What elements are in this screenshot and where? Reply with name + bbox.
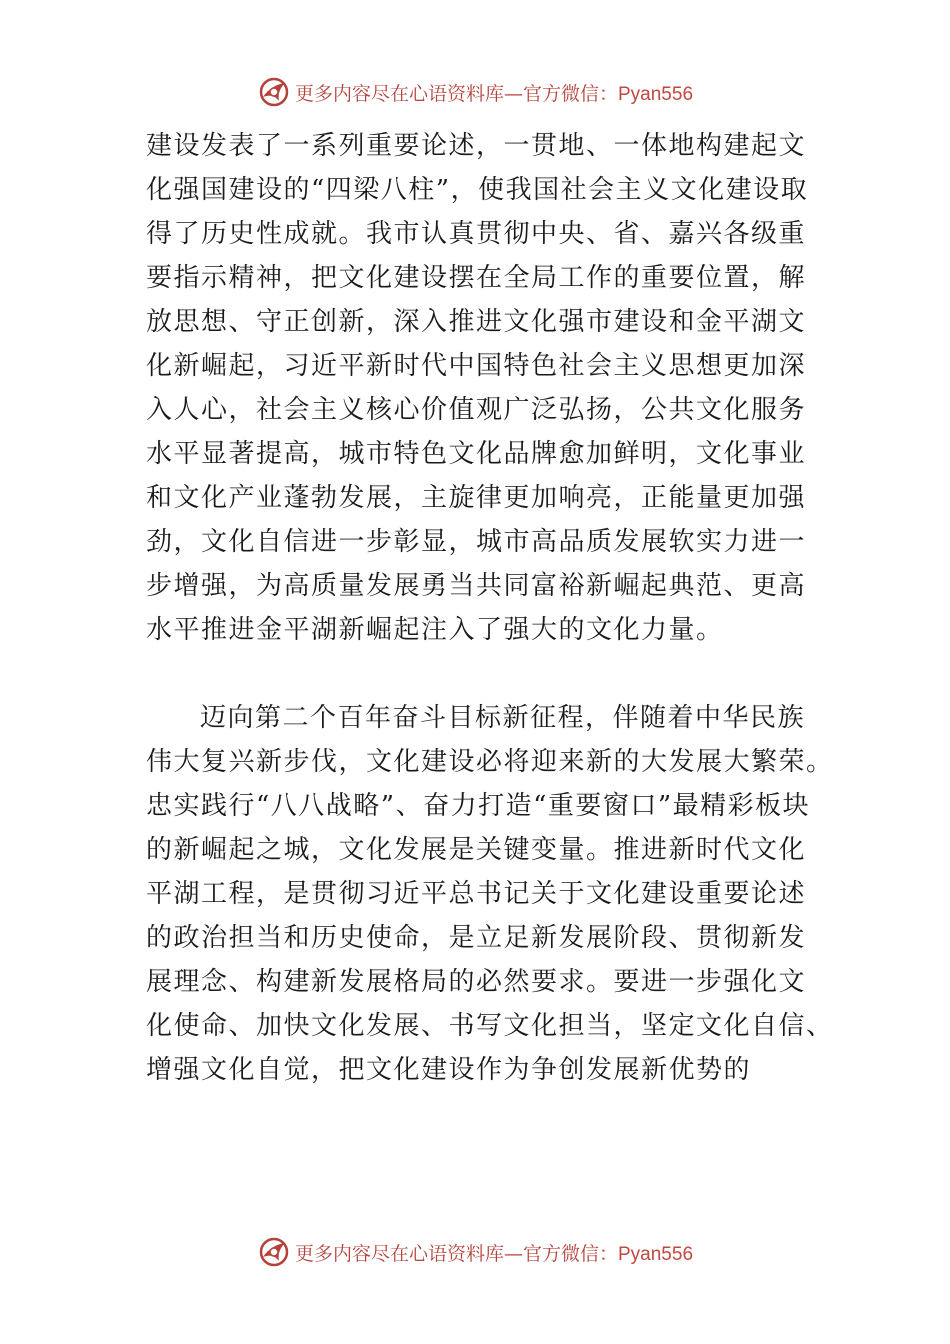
text-line: 步增强，为高质量发展勇当共同富裕新崛起典范、更高	[146, 571, 807, 601]
text-line: 化新崛起，习近平新时代中国特色社会主义思想更加深	[146, 351, 807, 381]
watermark-logo-icon	[257, 75, 291, 109]
watermark-text: 更多内容尽在心语资料库—官方微信：Pyan556	[294, 1242, 694, 1265]
text-line: 化使命、加快文化发展、书写文化担当，坚定文化自信、	[146, 1011, 834, 1041]
text-line: 的政治担当和历史使命，是立足新发展阶段、贯彻新发	[146, 923, 807, 953]
paragraph-gap	[146, 652, 826, 696]
text-line: 化强国建设的“四梁八柱”，使我国社会主义文化建设取	[146, 175, 809, 205]
text-line: 水平推进金平湖新崛起注入了强大的文化力量。	[146, 615, 724, 645]
watermark-logo-icon	[257, 1235, 291, 1269]
watermark-wechat-id: Pyan556	[618, 1243, 694, 1265]
text-line: 要指示精神，把文化建设摆在全局工作的重要位置，解	[146, 263, 807, 293]
text-line: 和文化产业蓬勃发展，主旋律更加响亮，正能量更加强	[146, 483, 807, 513]
text-line: 忠实践行“八八战略”、奋力打造“重要窗口”最精彩板块	[146, 791, 811, 821]
footer-watermark	[0, 1232, 950, 1272]
text-line: 迈向第二个百年奋斗目标新征程，伴随着中华民族	[200, 703, 806, 733]
paragraph-2	[146, 696, 834, 1092]
text-line: 伟大复兴新步伐，文化建设必将迎来新的大发展大繁荣。	[146, 747, 834, 777]
watermark-wechat-id: Pyan556	[618, 83, 694, 105]
text-line: 增强文化自觉，把文化建设作为争创发展新优势的	[146, 1055, 752, 1085]
text-line: 劲，文化自信进一步彰显，城市高品质发展软实力进一	[146, 527, 807, 557]
text-line: 的新崛起之城，文化发展是关键变量。推进新时代文化	[146, 835, 807, 865]
text-line: 入人心，社会主义核心价值观广泛弘扬，公共文化服务	[146, 395, 807, 425]
text-line: 水平显著提高，城市特色文化品牌愈加鲜明，文化事业	[146, 439, 807, 469]
paragraph-1	[146, 124, 826, 652]
text-line: 放思想、守正创新，深入推进文化强市建设和金平湖文	[146, 307, 807, 337]
watermark-text: 更多内容尽在心语资料库—官方微信：Pyan556	[294, 82, 694, 105]
header-watermark	[0, 72, 950, 112]
text-line: 展理念、构建新发展格局的必然要求。要进一步强化文	[146, 967, 807, 997]
text-line: 平湖工程，是贯彻习近平总书记关于文化建设重要论述	[146, 879, 807, 909]
text-line: 建设发表了一系列重要论述，一贯地、一体地构建起文	[146, 131, 807, 161]
text-line: 得了历史性成就。我市认真贯彻中央、省、嘉兴各级重	[146, 219, 807, 249]
document-body	[146, 124, 834, 1092]
